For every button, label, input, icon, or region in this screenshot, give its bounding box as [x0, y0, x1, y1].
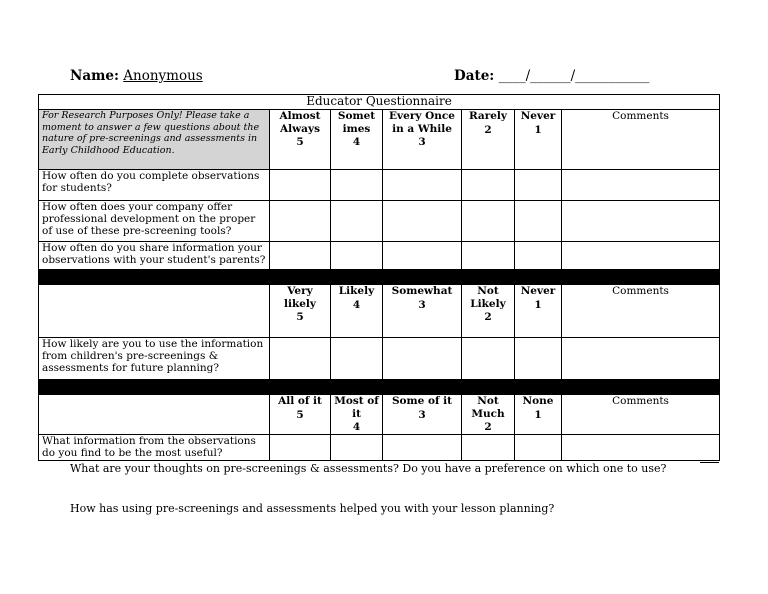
question-text: How often does your company offer professional development on the proper of use of these pre-screening tools? — [39, 201, 270, 242]
answer-cell[interactable] — [515, 338, 562, 380]
answer-cell[interactable] — [462, 338, 515, 380]
questionnaire-title: Educator Questionnaire — [39, 95, 720, 110]
questionnaire-table — [38, 94, 720, 461]
answer-cell[interactable] — [383, 435, 462, 461]
scale-header: Some of it 3 — [383, 395, 462, 435]
scale-header: Not Much 2 — [462, 395, 515, 435]
section-divider — [39, 380, 720, 395]
answer-cell[interactable] — [270, 242, 331, 270]
open-question: How has using pre-screenings and assessments helped you with your lesson planning? — [70, 502, 555, 515]
scale-header: All of it 5 — [270, 395, 331, 435]
table-row — [39, 170, 720, 201]
blank-cell — [39, 395, 270, 435]
table-row — [39, 435, 720, 461]
question-text: How often do you share information your observations with your student's parents? — [39, 242, 270, 270]
answer-cell[interactable] — [331, 435, 383, 461]
answer-cell[interactable] — [462, 242, 515, 270]
open-question: What are your thoughts on pre-screenings & assessments? Do you have a preference on which one to use? — [70, 462, 667, 475]
comments-cell[interactable] — [562, 435, 720, 461]
comments-header: Comments — [562, 395, 720, 435]
table-tail-rule — [700, 462, 719, 463]
scale-header: None 1 — [515, 395, 562, 435]
comments-cell[interactable] — [562, 338, 720, 380]
name-field — [70, 68, 203, 84]
scale-header: Most of it 4 — [331, 395, 383, 435]
scale-header: Likely 4 — [331, 285, 383, 338]
comments-cell[interactable] — [562, 242, 720, 270]
question-text: How often do you complete observations for students? — [39, 170, 270, 201]
table-row — [39, 201, 720, 242]
table-row — [39, 242, 720, 270]
answer-cell[interactable] — [270, 201, 331, 242]
scale-header: Somewhat 3 — [383, 285, 462, 338]
scale-header: Almost Always 5 — [270, 110, 331, 170]
answer-cell[interactable] — [462, 170, 515, 201]
name-value: Anonymous — [123, 68, 203, 84]
question-text: How likely are you to use the information from children's pre-screenings & assessments for future planning? — [39, 338, 270, 380]
answer-cell[interactable] — [331, 242, 383, 270]
answer-cell[interactable] — [462, 435, 515, 461]
answer-cell[interactable] — [331, 201, 383, 242]
comments-header: Comments — [562, 285, 720, 338]
scale-header: Never 1 — [515, 285, 562, 338]
section-divider — [39, 270, 720, 285]
answer-cell[interactable] — [270, 170, 331, 201]
answer-cell[interactable] — [383, 242, 462, 270]
answer-cell[interactable] — [383, 338, 462, 380]
answer-cell[interactable] — [331, 338, 383, 380]
scale-header: Somet imes 4 — [331, 110, 383, 170]
intro-text: For Research Purposes Only! Please take a moment to answer a few questions about the nature of pre-screenings and assessments in Early Childhood Education. — [39, 110, 270, 170]
answer-cell[interactable] — [270, 338, 331, 380]
answer-cell[interactable] — [515, 170, 562, 201]
answer-cell[interactable] — [515, 435, 562, 461]
answer-cell[interactable] — [383, 201, 462, 242]
comments-header: Comments — [562, 110, 720, 170]
question-text: What information from the observations do you find to be the most useful? — [39, 435, 270, 461]
answer-cell[interactable] — [462, 201, 515, 242]
scale-header: Not Likely 2 — [462, 285, 515, 338]
scale-header: Never 1 — [515, 110, 562, 170]
answer-cell[interactable] — [515, 201, 562, 242]
scale-header: Very likely 5 — [270, 285, 331, 338]
name-label: Name: — [70, 68, 119, 84]
answer-cell[interactable] — [270, 435, 331, 461]
answer-cell[interactable] — [515, 242, 562, 270]
scale-header: Every Once in a While 3 — [383, 110, 462, 170]
table-row — [39, 338, 720, 380]
date-value: ____/______/___________ — [498, 68, 650, 84]
date-field — [454, 68, 649, 84]
comments-cell[interactable] — [562, 170, 720, 201]
date-label: Date: — [454, 68, 495, 84]
answer-cell[interactable] — [331, 170, 383, 201]
scale-header: Rarely 2 — [462, 110, 515, 170]
answer-cell[interactable] — [383, 170, 462, 201]
blank-cell — [39, 285, 270, 338]
comments-cell[interactable] — [562, 201, 720, 242]
